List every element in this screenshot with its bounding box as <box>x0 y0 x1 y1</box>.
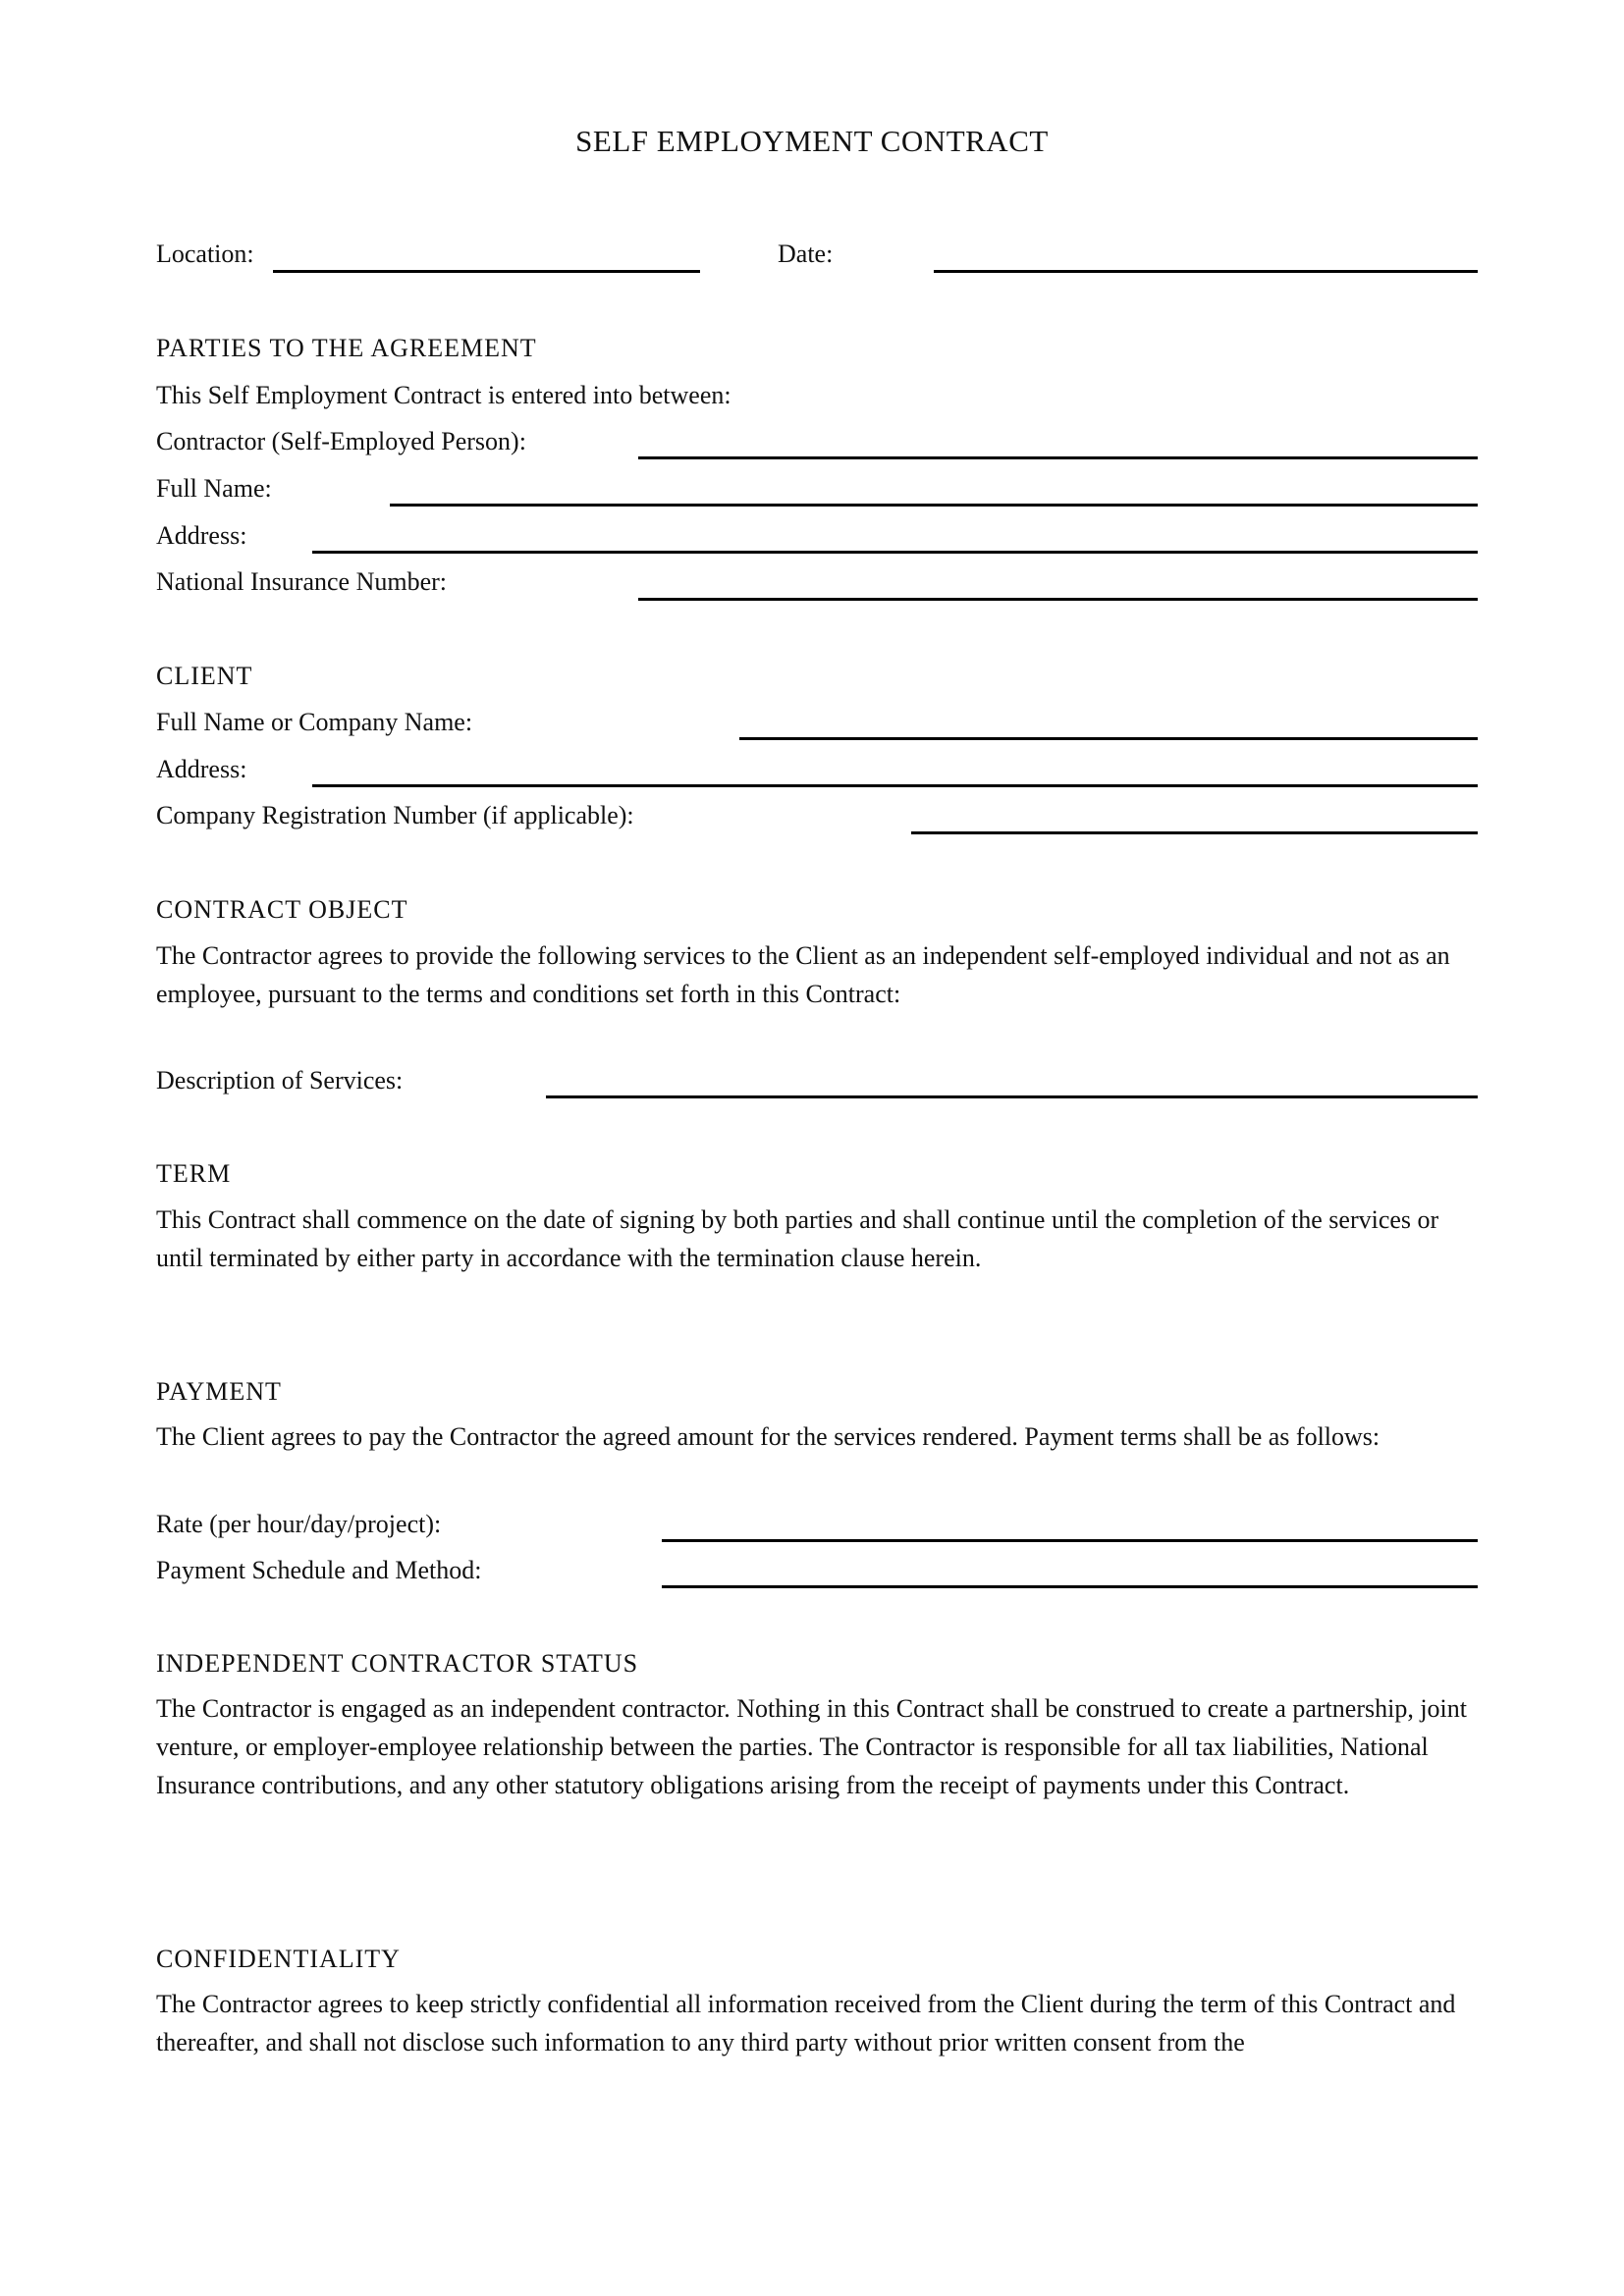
document-title: SELF EMPLOYMENT CONTRACT <box>575 124 1049 158</box>
company-reg-label: Company Registration Number (if applicable): <box>156 801 634 829</box>
contractor-address-label: Address: <box>156 521 247 550</box>
independent-status-body: The Contractor is engaged as an independent contractor. Nothing in this Contract shall be construed to create a partnership, joint venture, or employer-employee relationship between the parties. The Contractor is responsible for all tax liabilities, National Insurance contributions, and any other statutory obligations arising from the receipt of payments under this Contract. <box>156 1694 1467 1799</box>
client-name-label: Full Name or Company Name: <box>156 708 473 736</box>
services-field[interactable] <box>546 1095 1478 1098</box>
payment-schedule-field[interactable] <box>662 1585 1478 1588</box>
contractor-full-name-field[interactable] <box>390 504 1478 507</box>
location-field[interactable] <box>273 270 700 273</box>
date-field[interactable] <box>934 270 1478 273</box>
ni-number-label: National Insurance Number: <box>156 567 448 596</box>
ni-number-field[interactable] <box>638 598 1478 601</box>
payment-body: The Client agrees to pay the Contractor the agreed amount for the services rendered. Payment terms shall be as follows: <box>156 1422 1380 1451</box>
client-address-field[interactable] <box>312 784 1478 787</box>
contractor-label: Contractor (Self-Employed Person): <box>156 427 526 455</box>
term-body: This Contract shall commence on the date of signing by both parties and shall continue until the completion of the services or until terminated by either party in accordance with the termination clause herein. <box>156 1205 1439 1272</box>
contract-object-heading: CONTRACT OBJECT <box>156 895 408 924</box>
rate-label: Rate (per hour/day/project): <box>156 1510 442 1538</box>
contractor-field[interactable] <box>638 456 1478 459</box>
confidentiality-heading: CONFIDENTIALITY <box>156 1945 401 1973</box>
payment-schedule-label: Payment Schedule and Method: <box>156 1556 482 1584</box>
contractor-full-name-label: Full Name: <box>156 474 272 503</box>
contractor-address-field[interactable] <box>312 551 1478 554</box>
location-label: Location: <box>156 240 254 268</box>
client-address-label: Address: <box>156 755 247 783</box>
independent-status-heading: INDEPENDENT CONTRACTOR STATUS <box>156 1649 639 1678</box>
contract-object-body: The Contractor agrees to provide the following services to the Client as an independent self-employed individual and not as an employee, pursuant to the terms and conditions set forth in this Contract: <box>156 941 1450 1008</box>
confidentiality-body: The Contractor agrees to keep strictly confidential all information received from the Client during the term of this Contract and thereafter, and shall not disclose such information to any third party without prior written consent from the <box>156 1990 1456 2056</box>
payment-heading: PAYMENT <box>156 1377 282 1406</box>
date-label: Date: <box>778 240 834 268</box>
parties-intro: This Self Employment Contract is entered into between: <box>156 381 731 409</box>
client-heading: CLIENT <box>156 662 253 690</box>
term-heading: TERM <box>156 1159 232 1188</box>
services-label: Description of Services: <box>156 1066 404 1095</box>
client-name-field[interactable] <box>739 737 1478 740</box>
parties-heading: PARTIES TO THE AGREEMENT <box>156 334 537 362</box>
rate-field[interactable] <box>662 1539 1478 1542</box>
company-reg-field[interactable] <box>911 831 1478 834</box>
